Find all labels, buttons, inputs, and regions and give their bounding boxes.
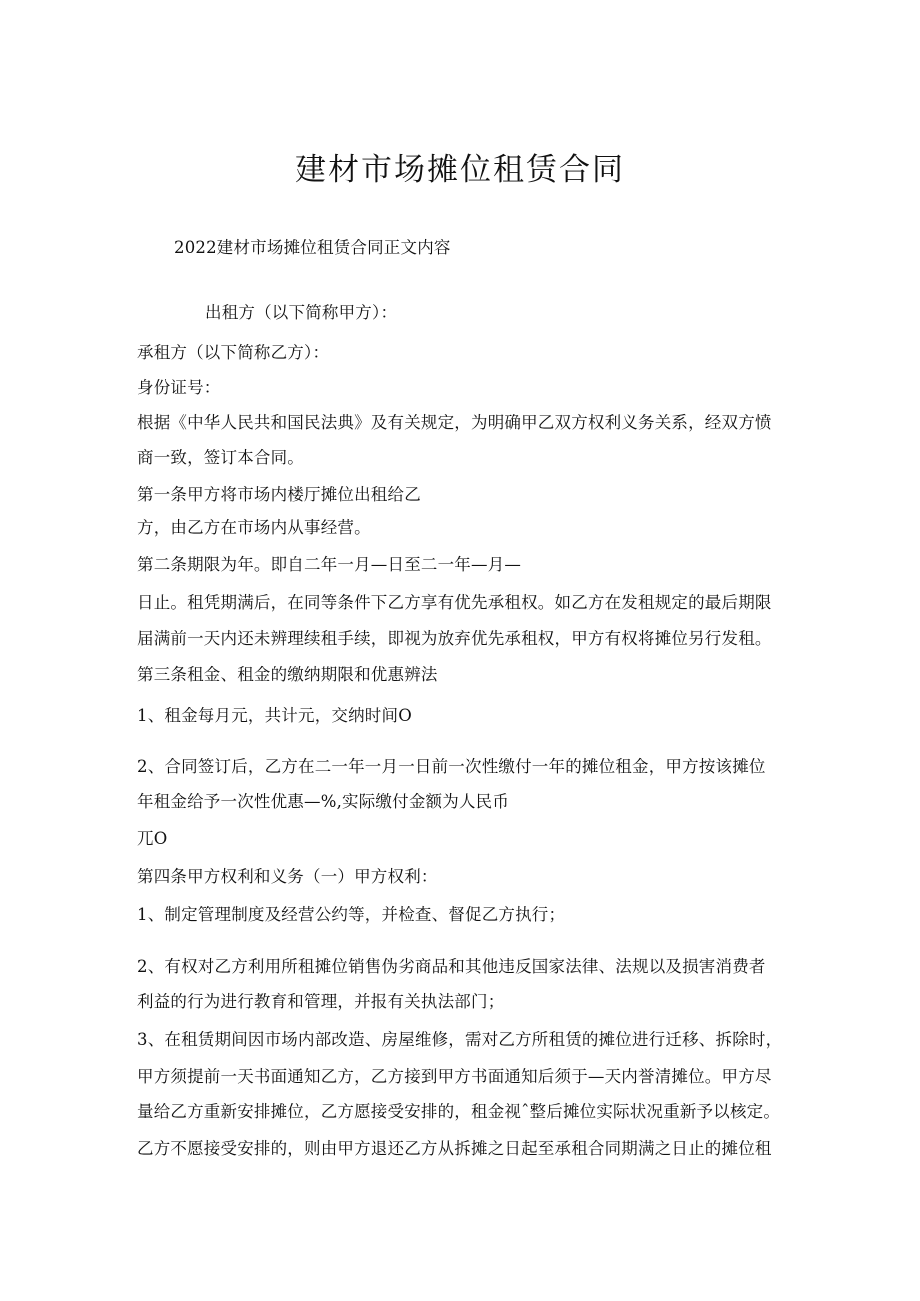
id-number-line: 身份证号：	[137, 378, 221, 397]
party-a-right-2-line: 利益的行为进行教育和管理，并报有关执法部门；	[137, 992, 505, 1011]
party-a-right-3-line: 乙方不愿接受安排的，则由甲方退还乙方从拆摊之日起至承租合同期满之日止的摊位租	[137, 1139, 772, 1158]
lessee-line: 承租方（以下简称乙方）：	[137, 343, 330, 362]
document-title: 建材市场摊位租赁合同	[295, 152, 625, 188]
rent-clause-2-line: 年租金给予一次性优惠—%,实际缴付金额为人民币	[137, 792, 510, 811]
article-1-line: 第一条甲方将市场内楼厅摊位出租给乙	[137, 485, 421, 504]
article-2-line: 日止。租凭期满后，在同等条件下乙方享有优先承租权。如乙方在发租规定的最后期限	[137, 593, 772, 612]
article-4-heading: 第四条甲方权利和义务（一）甲方权利：	[137, 867, 438, 886]
party-a-right-3-line: 3、在租赁期间因市场内部改造、房屋维修，需对乙方所租赁的摊位进行迁移、拆除时，	[137, 1030, 783, 1049]
lessor-line: 出租方（以下简称甲方）：	[205, 303, 398, 322]
basis-paragraph-line: 根据《中华人民共和国民法典》及有关规定，为明确甲乙双方权利义务关系，经双方愤	[137, 413, 772, 432]
document-subtitle: 2022建材市场摊位租赁合同正文内容	[174, 238, 451, 257]
article-2-line: 第二条期限为年。即自二年一月—日至二一年—月—	[137, 555, 522, 574]
party-a-right-2-line: 2、有权对乙方利用所租摊位销售伪劣商品和其他违反国家法律、法规以及损害消费者	[137, 957, 766, 976]
party-a-right-3-line: 量给乙方重新安排摊位，乙方愿接受安排的，租金视ˆ整后摊位实际状况重新予以核定。	[137, 1102, 781, 1121]
party-a-right-1: 1、制定管理制度及经营公约等，并检查、督促乙方执行；	[137, 905, 566, 924]
rent-clause-1: 1、租金每月元，共计元，交纳时间O	[137, 706, 412, 725]
rent-clause-2-line: 兀O	[137, 829, 168, 848]
article-3-heading: 第三条租金、租金的缴纳期限和优惠辨法	[137, 665, 438, 684]
article-2-line: 届满前一天内还未辨理续租手续，即视为放弃优先承租权，甲方有权将摊位另行发租。	[137, 629, 772, 648]
party-a-right-3-line: 甲方须提前一天书面通知乙方，乙方接到甲方书面通知后须于—天内誉清摊位。甲方尽	[137, 1067, 772, 1086]
basis-paragraph-line: 商一致，签订本合同。	[137, 448, 304, 467]
rent-clause-2-line: 2、合同签订后，乙方在二一年一月一日前一次性缴付一年的摊位租金，甲方按该摊位	[137, 757, 766, 776]
article-1-line: 方，由乙方在市场内从事经营。	[137, 518, 371, 537]
